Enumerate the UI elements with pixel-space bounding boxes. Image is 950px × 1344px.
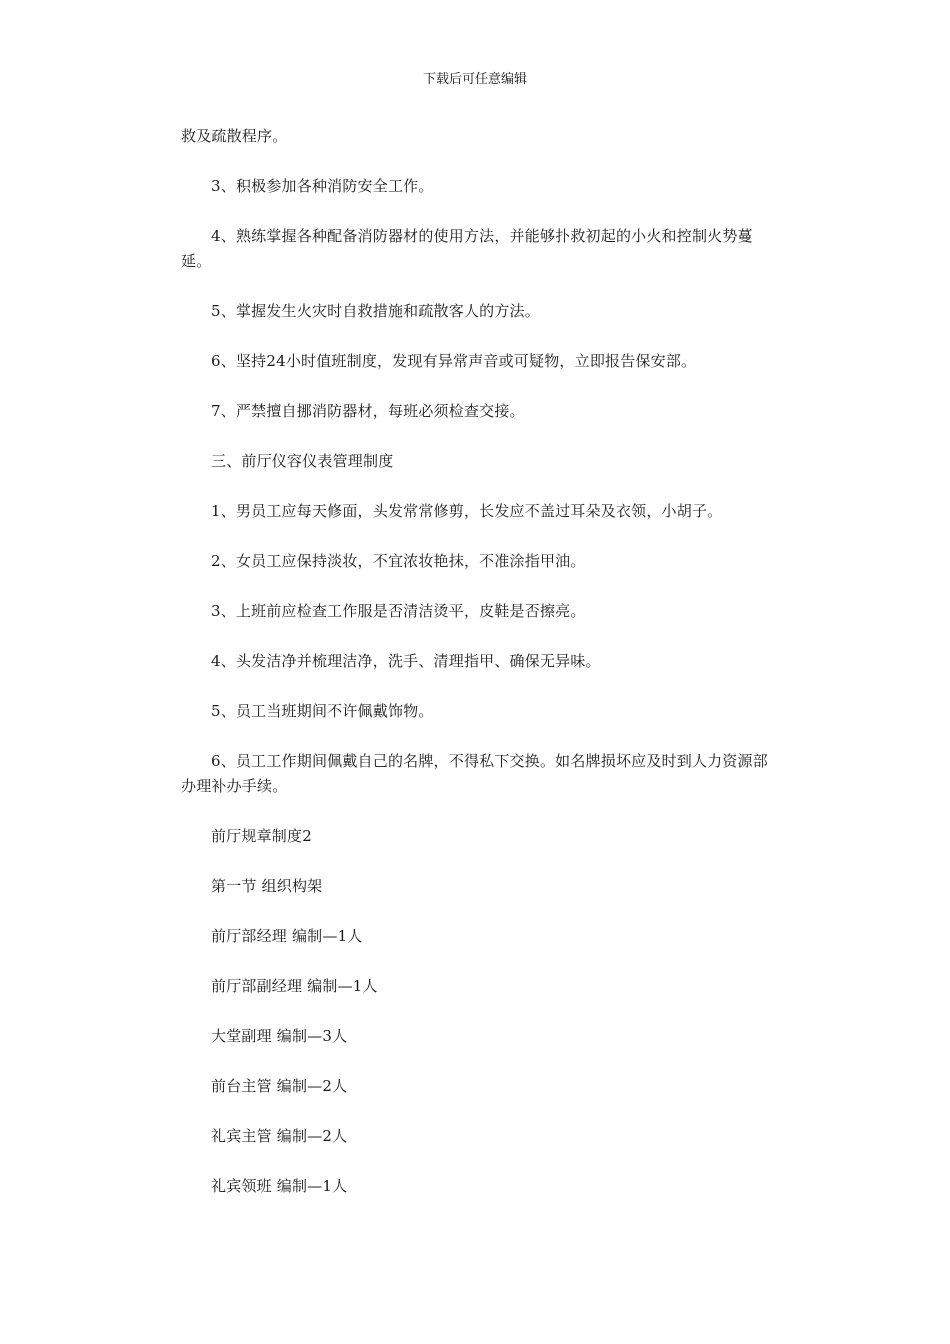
- paragraph: 7、严禁擅自挪消防器材，每班必须检查交接。: [211, 402, 525, 420]
- paragraph-continuation: 救及疏散程序。: [181, 127, 288, 145]
- document-body: [181, 124, 771, 1224]
- staffing-line: 前台主管 编制—2人: [211, 1077, 348, 1095]
- paragraph: 2、女员工应保持淡妆，不宜浓妆艳抹，不准涂指甲油。: [211, 552, 586, 570]
- paragraph: 3、上班前应检查工作服是否清洁烫平，皮鞋是否擦亮。: [211, 602, 586, 620]
- section-heading: 三、前厅仪容仪表管理制度: [211, 452, 394, 470]
- paragraph: 5、掌握发生火灾时自救措施和疏散客人的方法。: [211, 302, 540, 320]
- staffing-line: 大堂副理 编制—3人: [211, 1027, 348, 1045]
- document-title: 前厅规章制度2: [211, 827, 312, 845]
- page-header: 下载后可任意编辑: [422, 72, 527, 87]
- section-heading: 第一节 组织构架: [211, 877, 323, 895]
- paragraph: 1、男员工应每天修面，头发常常修剪，长发应不盖过耳朵及衣领，小胡子。: [211, 502, 723, 520]
- staffing-line: 礼宾领班 编制—1人: [211, 1177, 348, 1195]
- paragraph: 6、坚持24小时值班制度，发现有异常声音或可疑物，立即报告保安部。: [211, 352, 697, 370]
- paragraph: 4、熟练掌握各种配备消防器材的使用方法，并能够扑救初起的小火和控制火势蔓延。: [181, 227, 753, 270]
- staffing-line: 礼宾主管 编制—2人: [211, 1127, 348, 1145]
- paragraph: 6、员工工作期间佩戴自己的名牌，不得私下交换。如名牌损坏应及时到人力资源部办理补办手续。: [181, 752, 768, 795]
- staffing-line: 前厅部经理 编制—1人: [211, 927, 363, 945]
- staffing-line: 前厅部副经理 编制—1人: [211, 977, 378, 995]
- paragraph: 3、积极参加各种消防安全工作。: [211, 177, 434, 195]
- paragraph: 5、员工当班期间不许佩戴饰物。: [211, 702, 434, 720]
- paragraph: 4、头发洁净并梳理洁净，洗手、清理指甲、确保无异味。: [211, 652, 601, 670]
